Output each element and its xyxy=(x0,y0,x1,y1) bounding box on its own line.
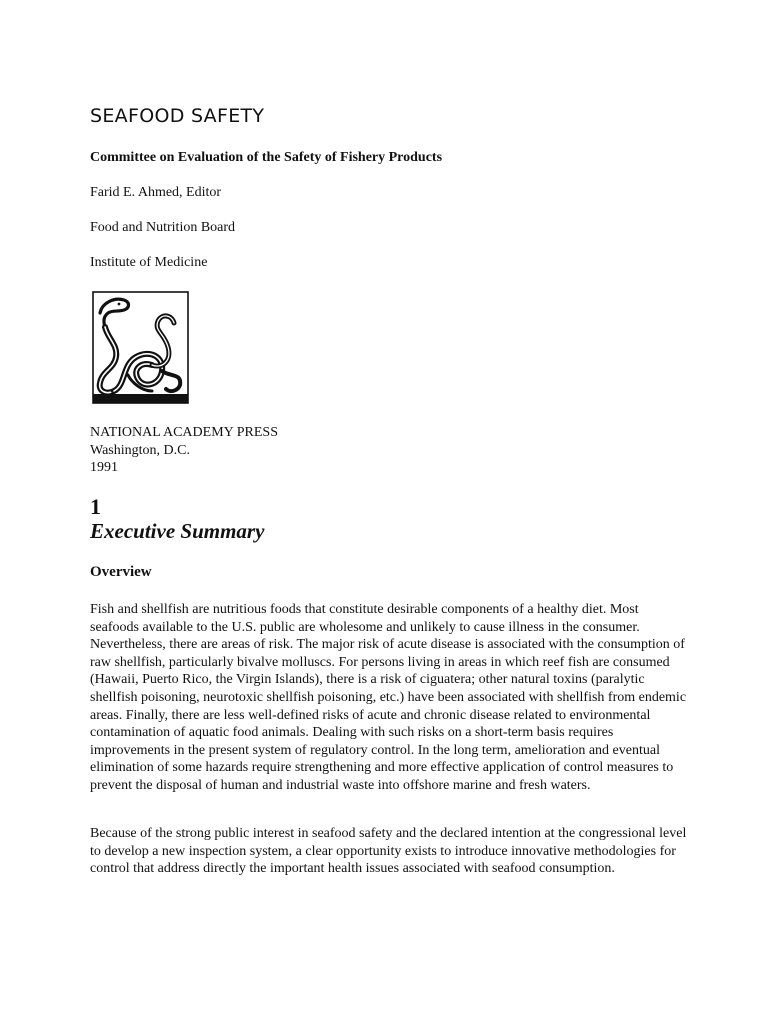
section-heading: Overview xyxy=(90,564,152,580)
committee-name: Committee on Evaluation of the Safety of Fishery Products xyxy=(90,150,443,165)
publication-year: 1991 xyxy=(90,460,118,475)
body-paragraph: Fish and shellfish are nutritious foods that constitute desirable components of a healthy diet. Most seafoods available to the U.S. public are wholesome and unlikely to cause illness in the consumer. Nevertheless, there are areas of risk. The major risk of acute disease is associated with the consumption of raw shellfish, particularly bivalve molluscs. For persons living in areas in which reef fish are consumed (Hawaii, Puerto Rico, the Virgin Islands), there is a risk of ciguatera; other natural toxins (paralytic shellfish poisoning, neurotoxic shellfish poisoning, etc.) have been associated with shellfish from endemic areas. Finally, there are less well-defined risks of acute and chronic disease related to environmental contamination of aquatic food animals. Dealing with such risks on a short-term basis requires improvements in the present system of regulatory control. In the long term, amelioration and eventual elimination of some hazards require strengthening and more effective application of control measures to prevent the disposal of human and industrial waste into offshore marine and fresh waters. xyxy=(90,602,687,793)
institute-line: Institute of Medicine xyxy=(90,255,208,270)
serpent-logo-icon xyxy=(92,291,189,404)
chapter-title: Executive Summary xyxy=(90,519,265,543)
document-title: SEAFOOD SAFETY xyxy=(90,105,265,127)
publisher-name: NATIONAL ACADEMY PRESS xyxy=(90,425,278,440)
chapter-number: 1 xyxy=(90,494,101,519)
body-paragraph: Because of the strong public interest in seafood safety and the declared intention at the congressional level to develop a new inspection system, a clear opportunity exists to introduce innovative methodologies for control that address directly the important health issues associated with seafood consumption. xyxy=(90,826,687,877)
publisher-block xyxy=(90,424,278,477)
board-line: Food and Nutrition Board xyxy=(90,220,236,235)
publisher-location: Washington, D.C. xyxy=(90,442,190,458)
editor-line: Farid E. Ahmed, Editor xyxy=(90,185,222,200)
